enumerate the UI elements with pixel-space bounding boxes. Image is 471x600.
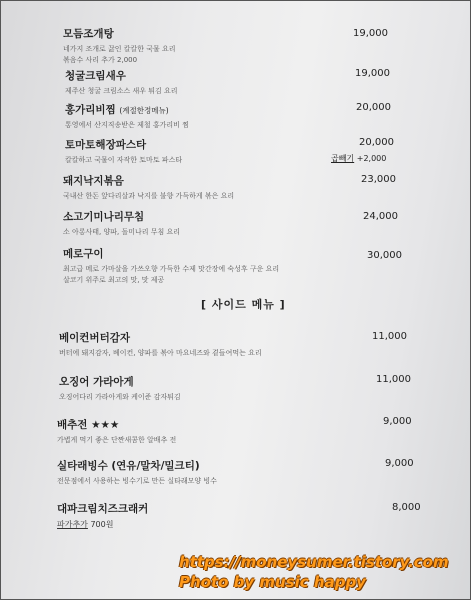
menu-item: [63, 26, 176, 65]
extra-option: [331, 153, 386, 164]
side-item: [59, 330, 262, 359]
menu-item-name: 모듬조개탕: [63, 28, 114, 40]
menu-item-desc: 네가지 조개로 끓인 칼칼한 국물 요리: [63, 45, 176, 53]
menu-item-price: 20,000: [356, 102, 391, 113]
menu-item: [63, 173, 234, 202]
side-item: [57, 458, 217, 487]
menu-item: [63, 246, 279, 285]
watermark-credit: Photo by music happy: [179, 573, 366, 591]
menu-item-name: 홍가리비찜: [65, 104, 116, 116]
menu-item: [65, 137, 182, 166]
side-item: [59, 374, 181, 403]
side-item-price: 9,000: [385, 458, 414, 469]
menu-item-desc-extra: 살코기 위주로 최고의 맛, 맛 제공: [63, 275, 165, 284]
extra-option-label: 곱빼기: [331, 154, 355, 163]
side-item-desc: 전문점에서 사용하는 빙수기로 만든 실타래모양 빙수: [57, 477, 217, 485]
side-item-price: 11,000: [372, 331, 407, 342]
menu-item-price: 19,000: [353, 28, 388, 39]
menu-item-price: 24,000: [363, 211, 398, 222]
menu-item-desc: 국내산 한돈 앞다리살과 낙지를 불향 가득하게 볶은 요리: [63, 192, 235, 200]
side-item-desc: 버터에 돼지감자, 베이컨, 양파를 볶아 마요네즈와 곁들여먹는 요리: [59, 349, 262, 357]
side-item-name: 배추전 ★★★: [57, 419, 120, 431]
side-item: [57, 417, 176, 446]
menu-item-name: 청굴크림새우: [65, 70, 126, 82]
menu-item-price: 23,000: [361, 174, 396, 185]
side-item-desc: 오징어다리 가라아게와 케이준 감자튀김: [59, 393, 181, 401]
menu-item-desc: 통영에서 산지직송받은 제철 홍가리비 찜: [65, 121, 189, 129]
menu-item: [65, 102, 189, 131]
side-item: [57, 501, 148, 531]
menu-item-desc-extra: 볶음수 사리 추가 2,000: [63, 55, 138, 64]
side-item-name: 대파크림치즈크래커: [57, 503, 149, 515]
side-item-desc: 가볍게 먹기 좋은 단짠새콤한 알배추 전: [57, 436, 177, 444]
menu-item: [65, 68, 178, 97]
side-item-price: 9,000: [383, 416, 412, 427]
menu-item-desc: 제주산 청굴 크림소스 새우 튀김 요리: [65, 87, 178, 95]
section-title: [ 사이드 메뉴 ]: [201, 298, 286, 311]
side-item-name: 베이컨버터감자: [59, 332, 131, 344]
menu-item-price: 20,000: [359, 137, 394, 148]
extra-option-price: +2,000: [356, 154, 387, 163]
menu-item-name: 소고기미나리무침: [63, 211, 145, 223]
menu-item-name: 메로구이: [63, 248, 104, 260]
menu-item-desc: 최고급 메로 가마살을 가쓰오향 가득한 수제 맛간장에 숙성후 구운 요리: [63, 265, 280, 273]
menu-item-name: 돼지낙지볶음: [63, 175, 124, 187]
side-item-name: 실타래빙수 (연유/말차/밀크티): [57, 460, 200, 472]
watermark-url: https://moneysumer.tistory.com: [179, 553, 449, 571]
menu-item-note: (계절한정메뉴): [119, 106, 169, 115]
menu-item-price: 30,000: [367, 250, 402, 261]
extra-option-price: 700원: [90, 520, 114, 529]
menu-item: [63, 209, 180, 238]
menu-item-name: 토마토해장파스타: [65, 139, 147, 151]
side-item-price: 11,000: [376, 374, 411, 385]
extra-option-label: 파가추가: [57, 520, 88, 529]
menu-item-desc: 소 아롱사태, 양파, 돌미나리 무침 요리: [63, 228, 181, 236]
side-item-price: 8,000: [392, 502, 421, 513]
menu-item-desc: 칼칼하고 국물이 자작한 토마토 파스타: [65, 156, 183, 164]
menu-item-price: 19,000: [355, 68, 390, 79]
side-item-name: 오징어 가라아게: [59, 376, 134, 388]
